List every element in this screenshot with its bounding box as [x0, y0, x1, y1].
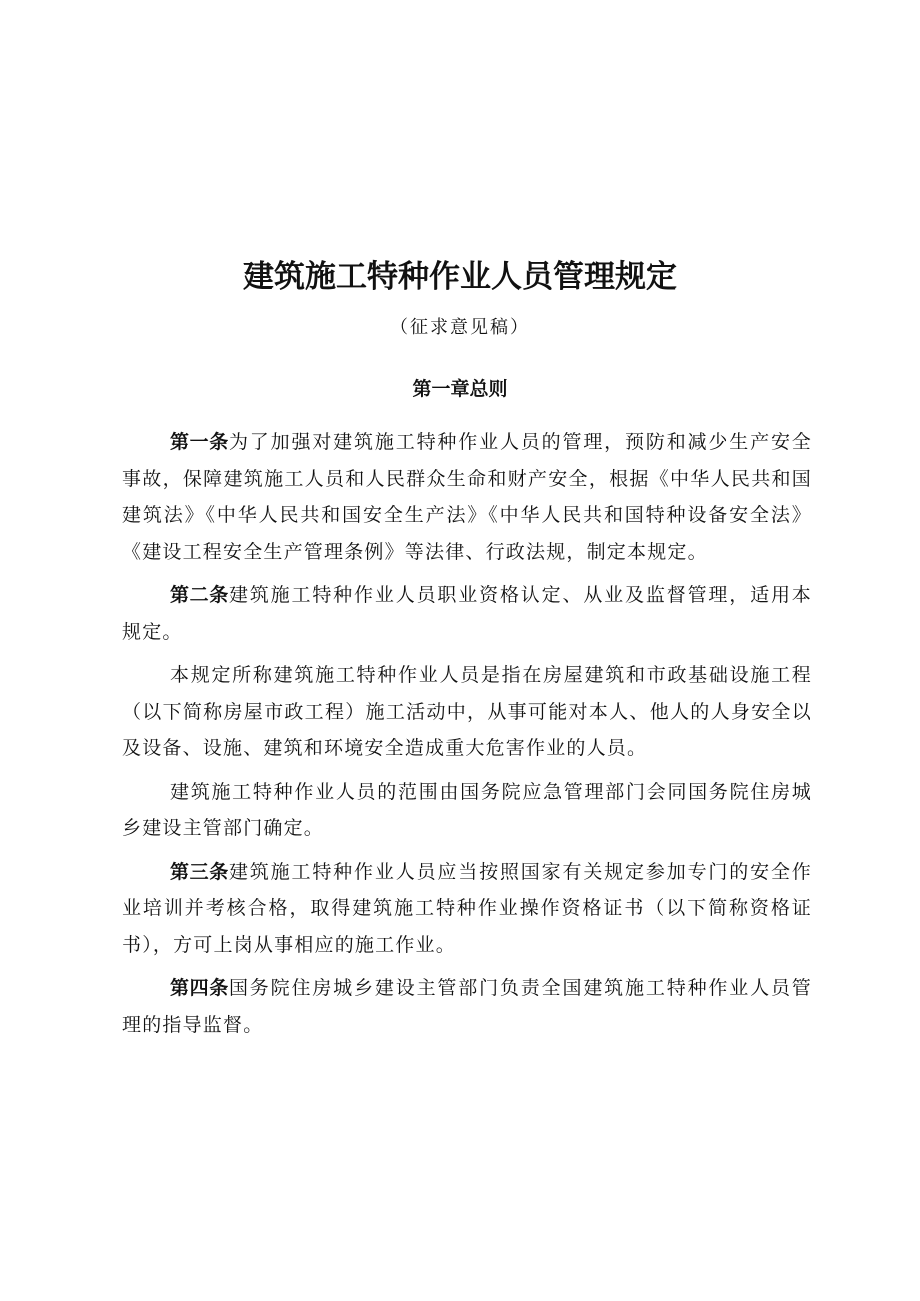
paragraph-text: 国务院住房城乡建设主管部门负责全国建筑施工特种作业人员管理的指导监督。 [122, 977, 812, 1036]
article-number: 第四条 [170, 977, 229, 999]
article-number: 第三条 [170, 860, 229, 883]
article-number: 第一条 [170, 431, 229, 453]
document-title: 建筑施工特种作业人员管理规定 [243, 259, 677, 295]
paragraph-text: 建筑施工特种作业人员职业资格认定、从业及监督管理，适用本规定。 [122, 584, 812, 643]
article-2-paragraph [122, 577, 812, 650]
paragraph-text: 本规定所称建筑施工特种作业人员是指在房屋建筑和市政基础设施工程（以下简称房屋市政工程）施工活动中，从事可能对本人、他人的人身安全以及设备、设施、建筑和环境安全造成重大危害作业的人员。 [122, 664, 812, 759]
chapter-heading: 第一章总则 [412, 378, 508, 400]
document-body [122, 424, 812, 1050]
article-4-paragraph [122, 970, 812, 1043]
paragraph-text: 建筑施工特种作业人员的范围由国务院应急管理部门会同国务院住房城乡建设主管部门确定。 [122, 780, 812, 839]
article-1-paragraph [122, 424, 812, 570]
article-2-scope-paragraph [122, 774, 812, 847]
article-number: 第二条 [170, 584, 229, 606]
document-subtitle: （征求意见稿） [390, 317, 530, 338]
paragraph-text: 为了加强对建筑施工特种作业人员的管理，预防和减少生产安全事故，保障建筑施工人员和人民群众生命和财产安全，根据《中华人民共和国建筑法》《中华人民共和国安全生产法》《中华人民共和国特种设备安全法》《建设工程安全生产管理条例》等法律、行政法规，制定本规定。 [122, 431, 812, 563]
article-3-paragraph [122, 854, 812, 964]
paragraph-text: 建筑施工特种作业人员应当按照国家有关规定参加专门的安全作业培训并考核合格，取得建筑施工特种作业操作资格证书（以下简称资格证书），方可上岗从事相应的施工作业。 [122, 860, 812, 956]
article-2-definition-paragraph [122, 657, 812, 767]
